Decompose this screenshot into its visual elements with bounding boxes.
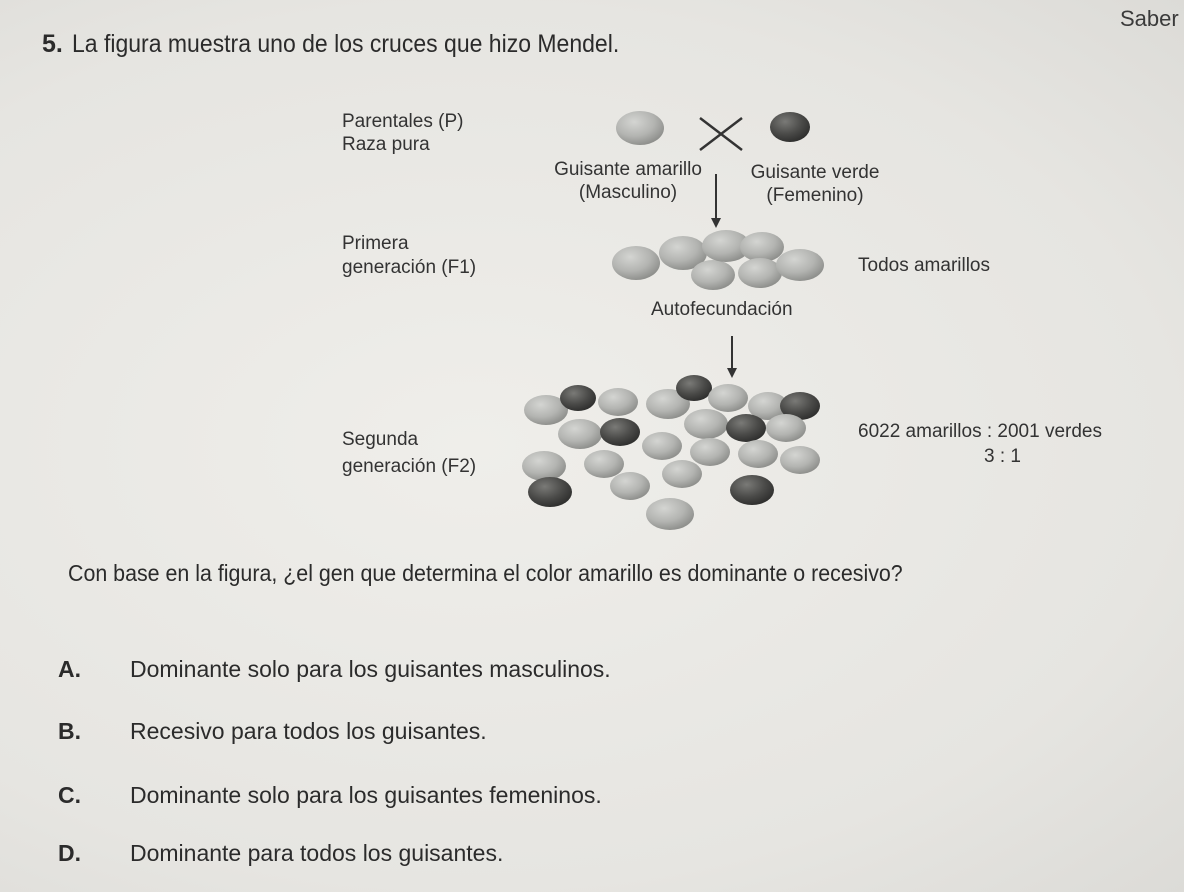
option-b[interactable]	[58, 718, 487, 745]
f2-label: Segunda	[342, 429, 419, 450]
parent-yellow-label: Guisante amarillo	[554, 159, 702, 180]
option-a[interactable]	[58, 656, 611, 683]
arrow-f1-to-f2	[727, 336, 737, 378]
parent-yellow-sex-label: (Masculino)	[578, 182, 678, 203]
f1-label: Primera	[342, 233, 409, 254]
option-b-text: Recesivo para todos los guisantes.	[130, 718, 487, 744]
f2-ratio-label: 3 : 1	[984, 446, 1021, 467]
question-stem: La figura muestra uno de los cruces que hizo Mendel.	[72, 30, 620, 58]
option-c-letter: C.	[58, 782, 81, 808]
f1-generation-label: generación (F1)	[342, 257, 477, 278]
f2-result-label: 6022 amarillos : 2001 verdes	[858, 421, 1102, 442]
option-d-text: Dominante para todos los guisantes.	[130, 840, 504, 866]
parentales-label: Parentales (P)	[342, 111, 464, 132]
f2-peas	[522, 375, 820, 530]
question-number: 5.	[42, 30, 63, 58]
parent-green-pea	[770, 112, 810, 142]
brand-label: Saber	[1120, 6, 1179, 31]
option-b-letter: B.	[58, 718, 81, 744]
cross-symbol	[700, 118, 742, 150]
f1-peas	[612, 230, 824, 290]
option-c-text: Dominante solo para los guisantes femeninos.	[130, 782, 602, 808]
raza-pura-label: Raza pura	[342, 134, 430, 155]
question-prompt: Con base en la figura, ¿el gen que determina el color amarillo es dominante o recesivo?	[68, 560, 903, 586]
option-a-text: Dominante solo para los guisantes masculinos.	[130, 656, 611, 682]
option-d[interactable]	[58, 840, 503, 867]
f2-generation-label: generación (F2)	[342, 456, 477, 477]
option-d-letter: D.	[58, 840, 81, 866]
parent-green-label: Guisante verde	[750, 162, 880, 183]
self-fertilization-label: Autofecundación	[651, 299, 793, 320]
parent-yellow-pea	[616, 111, 664, 145]
f1-result-label: Todos amarillos	[858, 255, 990, 276]
option-c[interactable]	[58, 782, 602, 809]
parent-green-sex-label: (Femenino)	[766, 185, 864, 206]
option-a-letter: A.	[58, 656, 81, 682]
